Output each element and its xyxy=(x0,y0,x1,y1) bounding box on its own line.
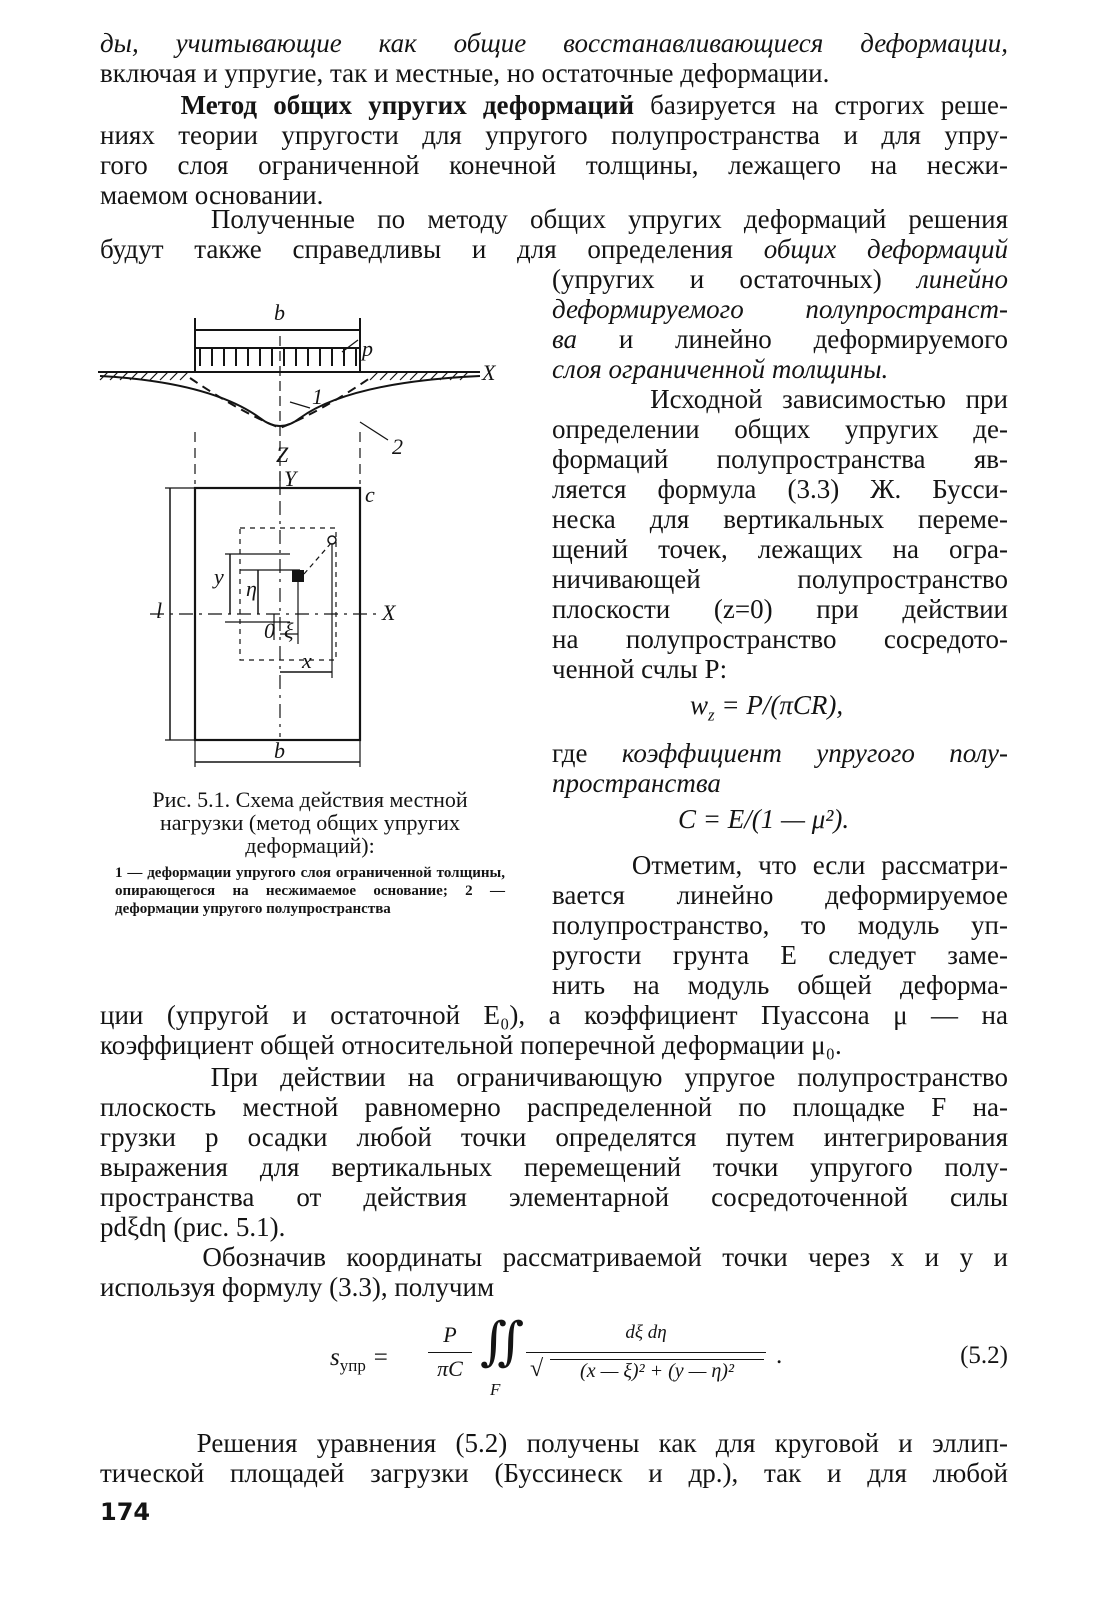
italic-term: коэффициент упругого полу- xyxy=(621,738,1008,768)
text-fragment: Отметим, что если рассматри- xyxy=(631,850,1008,880)
text-line xyxy=(552,324,1008,354)
label-xi: ξ xyxy=(284,618,294,643)
label-y-axis: Y xyxy=(284,466,297,491)
text-line: щений точек, лежащих на огра- xyxy=(552,534,1008,564)
text-line: грузки p осадки любой точки определятся путем интегрирования xyxy=(100,1122,1008,1152)
label-x: x xyxy=(302,648,312,673)
text-line xyxy=(552,354,1008,384)
label-y: y xyxy=(214,564,224,589)
equation-number: (5.2) xyxy=(960,1342,1008,1369)
label-curve-1: 1 xyxy=(312,384,323,409)
text-line xyxy=(100,90,1008,120)
sqrt-icon: √ xyxy=(530,1356,544,1382)
label-x-axis: X xyxy=(482,360,496,385)
integral-region: F xyxy=(490,1380,501,1399)
text-line xyxy=(552,850,1008,880)
load-arrows xyxy=(200,348,356,366)
ground-hatch xyxy=(100,372,468,380)
italic-term: слоя ограниченной толщины. xyxy=(552,354,889,384)
equation-pic: πC xyxy=(437,1356,463,1381)
text-fragment: будут также справедливы и для определения xyxy=(100,234,764,264)
text-line: полупространство, то модуль уп- xyxy=(552,910,1008,940)
figure-caption: Рис. 5.1. Схема действия местной нагрузки (метод общих упругих деформаций): xyxy=(152,787,468,858)
text-fragment: Решения уравнения (5.2) получены как для круговой и эллип- xyxy=(196,1428,1009,1458)
label-o: 0 xyxy=(264,618,275,643)
italic-term: пространства xyxy=(552,768,721,798)
text-line: включая и упругие, так и местные, но остаточные деформации. xyxy=(100,58,830,88)
text-fragment: ды, учитывающие как общие восстанавливающиеся деформации, xyxy=(100,28,1008,58)
integrand-numerator: dξ dη xyxy=(625,1322,667,1343)
text-line xyxy=(100,1428,1008,1458)
italic-term: ва xyxy=(552,324,578,354)
equation-period: . xyxy=(776,1342,783,1369)
label-eta: η xyxy=(246,576,257,601)
text-line xyxy=(552,294,1008,324)
text-line: пространства от действия элементарной сосредоточенной силы xyxy=(100,1182,1008,1212)
text-line: ругости грунта E следует заме- xyxy=(552,940,1008,970)
italic-term: деформируемого полупространст- xyxy=(552,294,1008,324)
figure-legend: 1 — деформации упругого слоя ограниченной толщины, опирающегося на несжимаемое основание; 2 — деформации упругого полупространства xyxy=(115,865,505,917)
text-line xyxy=(552,264,1008,294)
text-line: pdξdη (рис. 5.1). xyxy=(100,1212,286,1242)
text-line: используя формулу (3.3), получим xyxy=(100,1272,495,1302)
text-line: ции (упругой и остаточной E₀), а коэффициент Пуассона μ — на xyxy=(100,1000,1008,1030)
formula-part: w xyxy=(690,690,709,720)
text-line: неска для вертикальных переме- xyxy=(552,504,1008,534)
label-l: l xyxy=(156,598,163,623)
formula-part: s xyxy=(330,1344,340,1371)
equation-5-2 xyxy=(330,1312,1008,1408)
text-line xyxy=(100,1062,1008,1092)
text-line xyxy=(552,738,1008,768)
text-fragment: При действии на ограничивающую упругое полупространство xyxy=(210,1062,1008,1092)
text-line: выражения для вертикальных перемещений точки упругого полу- xyxy=(100,1152,1008,1182)
text-line: плоскости (z=0) при действии xyxy=(552,594,1008,624)
text-fragment: где xyxy=(552,738,622,768)
bold-term: Метод общих упругих деформаций xyxy=(180,90,634,120)
text-line xyxy=(100,204,1008,234)
text-line xyxy=(552,384,1008,414)
point-m xyxy=(328,536,336,544)
text-line: коэффициент общей относительной поперечной деформации μ₀. xyxy=(100,1030,842,1060)
text-line: тической площадей загрузки (Буссинеск и др.), так и для любой xyxy=(100,1458,1008,1488)
double-integral-icon: ∬ xyxy=(480,1312,525,1372)
integrand-denominator: (x — ξ)² + (y — η)² xyxy=(550,1359,764,1383)
text-fragment: Обозначив координаты рассматриваемой точки через x и y и xyxy=(202,1242,1009,1272)
text-line: ченной счлы P: xyxy=(552,654,728,684)
text-line: гого слоя ограниченной конечной толщины, лежащего на несжи- xyxy=(100,150,1008,180)
formula-part: z xyxy=(708,705,715,725)
text-line xyxy=(100,234,1008,264)
text-line: формаций полупространства яв- xyxy=(552,444,1008,474)
equation-lhs: $s_{упр}$ = xyxy=(330,1344,389,1375)
fraction-bar xyxy=(526,1352,766,1353)
label-b-bottom: b xyxy=(274,738,285,763)
formula-part: упр xyxy=(339,1356,366,1375)
text-fragment: Полученные по методу общих упругих деформаций решения xyxy=(210,204,1009,234)
text-line: плоскость местной равномерно распределенной по площадке F на- xyxy=(100,1092,1008,1122)
label-p: p xyxy=(362,336,373,361)
text-fragment: базируется на строгих реше- xyxy=(634,90,1008,120)
page-number: 174 xyxy=(100,1498,151,1526)
text-line: маемом основании. xyxy=(100,180,324,210)
text-line: определении общих упругих де- xyxy=(552,414,1008,444)
figure-5-1 xyxy=(90,292,530,772)
italic-term: линейно xyxy=(916,264,1008,294)
formula-part: = P/(πCR), xyxy=(714,690,844,720)
curve-2 xyxy=(100,376,480,426)
label-z: Z xyxy=(276,442,289,467)
label-b-top: b xyxy=(274,300,285,325)
text-line: ничивающей полупространство xyxy=(552,564,1008,594)
text-fragment: Исходной зависимостью при xyxy=(650,384,1008,414)
formula-elastic-coefficient xyxy=(678,804,849,835)
text-line: ляется формула (3.3) Ж. Бусси- xyxy=(552,474,1008,504)
label-c: c xyxy=(365,482,375,507)
text-line: нить на модуль общей деформа- xyxy=(552,970,1008,1000)
text-fragment: (упругих и остаточных) xyxy=(552,264,917,294)
fraction-bar xyxy=(428,1352,472,1353)
text-line xyxy=(100,1242,1008,1272)
formula-boussinesq xyxy=(690,690,843,725)
text-line xyxy=(100,28,1008,58)
text-line: вается линейно деформируемое xyxy=(552,880,1008,910)
italic-term: общих деформаций xyxy=(763,234,1008,264)
label-x-axis-2: X xyxy=(382,600,396,625)
text-fragment: и линейно деформируемого xyxy=(577,324,1008,354)
formula-part: C = E/(1 — μ²). xyxy=(678,804,850,834)
text-line: на полупространство сосредото- xyxy=(552,624,1008,654)
label-curve-2: 2 xyxy=(392,434,403,459)
equation-p: P xyxy=(443,1322,457,1347)
element-dxi-deta xyxy=(292,570,304,582)
text-line xyxy=(552,768,1008,798)
text-line: ниях теории упругости для упругого полупространства и для упру- xyxy=(100,120,1008,150)
